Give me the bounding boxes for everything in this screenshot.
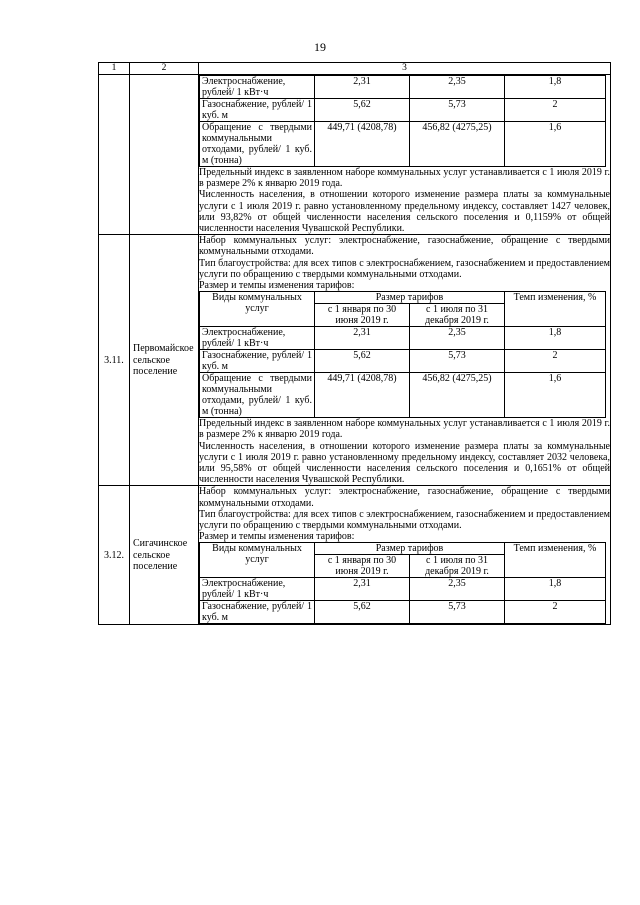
header-row xyxy=(99,63,611,75)
period-1-header: с 1 января по 30 июня 2019 г. xyxy=(315,555,410,578)
service-name: Электроснабжение, рублей/ 1 кВт·ч xyxy=(200,76,315,99)
settlement-name: Сигачинское сельское поселение xyxy=(130,486,199,625)
service-name: Газоснабжение, рублей/ 1 куб. м xyxy=(200,99,315,122)
tariff-row xyxy=(200,76,606,99)
page-number: 19 xyxy=(314,40,326,54)
tariff-inner-table xyxy=(199,75,606,167)
entry-row xyxy=(99,486,611,625)
tariff-size-caption: Размер и темпы изменения тарифов: xyxy=(199,280,355,292)
tariff-value-2: 5,73 xyxy=(410,99,505,122)
tariff-inner-table xyxy=(199,542,606,624)
tariff-row xyxy=(200,373,606,418)
header-col-2: 2 xyxy=(130,63,199,75)
population-paragraph: Численность населения, в отношении которого изменение размера платы за коммунальные услуги с 1 июля 2019 г. равно установленному предельному индексу, составляет 1427 человек, или 93,82% от общей численности населения сельского поселения и 0,1159% от общей численности населения Чувашской Республики. xyxy=(199,189,610,235)
tariff-value-2: 5,73 xyxy=(410,350,505,373)
service-name: Электроснабжение, рублей/ 1 кВт·ч xyxy=(200,578,315,601)
tariff-value-2: 2,35 xyxy=(410,327,505,350)
rate-value: 1,8 xyxy=(505,327,606,350)
rate-value: 2 xyxy=(505,99,606,122)
tariff-size-header: Размер тарифов xyxy=(315,292,505,304)
rate-column-header: Темп изменения, % xyxy=(505,292,606,327)
rate-value: 2 xyxy=(505,350,606,373)
service-name: Газоснабжение, рублей/ 1 куб. м xyxy=(200,350,315,373)
rate-value: 1,6 xyxy=(505,122,606,167)
service-name: Газоснабжение, рублей/ 1 куб. м xyxy=(200,601,315,624)
amenity-type-paragraph: Тип благоустройства: для всех типов с электроснабжением, газоснабжением и предоставлением услуги по обращению с твердыми коммунальными отходами. xyxy=(199,508,610,532)
rate-value: 1,8 xyxy=(505,76,606,99)
tariff-size-caption: Размер и темпы изменения тарифов: xyxy=(199,531,355,543)
tariff-value-1: 2,31 xyxy=(315,76,410,99)
inner-header-row xyxy=(200,292,606,304)
tariff-value-1: 449,71 (4208,78) xyxy=(315,122,410,167)
services-column-header: Виды коммунальных услуг xyxy=(200,292,315,327)
amenity-type-paragraph: Тип благоустройства: для всех типов с электроснабжением, газоснабжением и предоставлением услуги по обращению с твердыми коммунальными отходами. xyxy=(199,257,610,280)
tariff-value-1: 2,31 xyxy=(315,327,410,350)
service-set-paragraph: Набор коммунальных услуг: электроснабжение, газоснабжение, обращение с твердыми коммунальными отходами. xyxy=(199,486,610,509)
tariff-row xyxy=(200,601,606,624)
period-2-header: с 1 июля по 31 декабря 2019 г. xyxy=(410,555,505,578)
population-paragraph: Численность населения, в отношении которого изменение размера платы за коммунальные услуги с 1 июля 2019 г. равно установленному предельному индексу, составляет 2032 человека, или 95,58% от общей численности населения сельского поселения и 0,1651% от общей численности населения Чувашской Республики. xyxy=(199,440,610,486)
index-paragraph: Предельный индекс в заявленном наборе коммунальных услуг устанавливается с 1 июля 2019 г. в размере 2% к январю 2019 года. xyxy=(199,418,610,441)
tariff-size-header: Размер тарифов xyxy=(315,543,505,555)
header-col-3: 3 xyxy=(199,63,611,75)
continuation-row xyxy=(99,75,611,235)
service-set-paragraph: Набор коммунальных услуг: электроснабжение, газоснабжение, обращение с твердыми коммунальными отходами. xyxy=(199,235,610,258)
tariff-row xyxy=(200,350,606,373)
tariff-value-2: 456,82 (4275,25) xyxy=(410,373,505,418)
entry-number: 3.12. xyxy=(99,486,130,625)
tariff-row xyxy=(200,122,606,167)
index-paragraph: Предельный индекс в заявленном наборе коммунальных услуг устанавливается с 1 июля 2019 г. в размере 2% к январю 2019 года. xyxy=(199,167,610,190)
tariff-value-2: 5,73 xyxy=(410,601,505,624)
tariff-row xyxy=(200,99,606,122)
entry-number: 3.11. xyxy=(99,235,130,486)
rate-column-header: Темп изменения, % xyxy=(505,543,606,578)
tariff-value-1: 449,71 (4208,78) xyxy=(315,373,410,418)
tariff-row xyxy=(200,327,606,350)
tariff-value-2: 456,82 (4275,25) xyxy=(410,122,505,167)
rate-value: 1,8 xyxy=(505,578,606,601)
settlement-name: Первомайское сельское поселение xyxy=(130,235,199,486)
tariff-value-1: 5,62 xyxy=(315,99,410,122)
tariff-value-1: 5,62 xyxy=(315,350,410,373)
service-name: Обращение с твердыми коммунальными отходами, рублей/ 1 куб. м (тонна) xyxy=(200,373,315,418)
period-1-header: с 1 января по 30 июня 2019 г. xyxy=(315,304,410,327)
service-name: Обращение с твердыми коммунальными отходами, рублей/ 1 куб. м (тонна) xyxy=(200,122,315,167)
tariff-value-1: 2,31 xyxy=(315,578,410,601)
entry-row xyxy=(99,235,611,486)
tariff-value-2: 2,35 xyxy=(410,578,505,601)
rate-value: 2 xyxy=(505,601,606,624)
inner-header-row xyxy=(200,543,606,555)
tariff-inner-table xyxy=(199,291,606,418)
tariff-table xyxy=(98,62,611,625)
services-column-header: Виды коммунальных услуг xyxy=(200,543,315,578)
header-col-1: 1 xyxy=(99,63,130,75)
tariff-value-1: 5,62 xyxy=(315,601,410,624)
rate-value: 1,6 xyxy=(505,373,606,418)
tariff-value-2: 2,35 xyxy=(410,76,505,99)
tariff-row xyxy=(200,578,606,601)
period-2-header: с 1 июля по 31 декабря 2019 г. xyxy=(410,304,505,327)
service-name: Электроснабжение, рублей/ 1 кВт·ч xyxy=(200,327,315,350)
